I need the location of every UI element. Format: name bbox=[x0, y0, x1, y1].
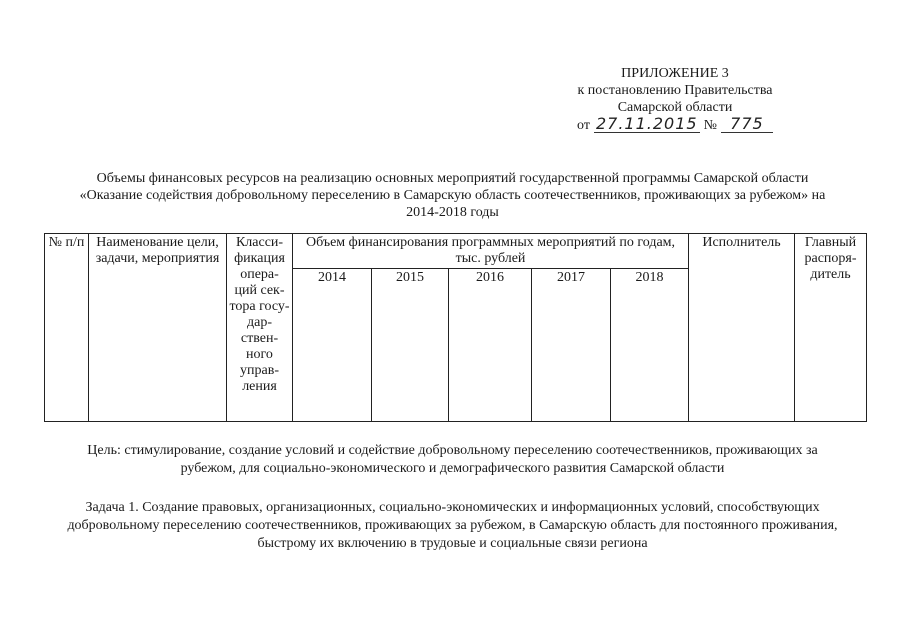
header-volume: Объем финансирования программных мероприятий по годам, тыс. рублей bbox=[293, 234, 689, 269]
header-number: № п/п bbox=[45, 234, 89, 422]
number-label: № bbox=[703, 118, 717, 133]
from-label: от bbox=[577, 118, 590, 133]
appendix-header bbox=[560, 65, 790, 134]
appendix-label: ПРИЛОЖЕНИЕ 3 bbox=[621, 66, 729, 81]
handwritten-date: 27.11.2015 bbox=[595, 114, 698, 133]
region-line: Самарской области bbox=[617, 100, 733, 115]
goal-text: Цель: стимулирование, создание условий и содействие добровольному переселению соотечественников, проживающих за рубежом, для социально-экономического и демографического развития Самарской области bbox=[87, 443, 818, 476]
header-manager: Главный распоря-дитель bbox=[795, 234, 867, 422]
header-year: 2017 bbox=[532, 269, 611, 422]
header-executor: Исполнитель bbox=[689, 234, 795, 422]
task-text: Задача 1. Создание правовых, организационных, социально-экономических и информационных условий, способствующих добровольному переселению соотечественников, проживающих за рубежом, в Самарскую область для постоянного проживания, быстрому их включению в трудовые и социальные связи региона bbox=[67, 500, 838, 551]
header-year: 2014 bbox=[293, 269, 372, 422]
header-name: Наименование цели, задачи, мероприятия bbox=[89, 234, 227, 422]
handwritten-number: 775 bbox=[721, 116, 773, 133]
financing-table bbox=[44, 233, 867, 422]
document-title: Объемы финансовых ресурсов на реализацию основных мероприятий государственной программы Самарской области «Оказание содействия добровольному переселению в Самарскую область соотечественников, проживающих за рубежом» на 2014-2018 годы bbox=[79, 171, 826, 220]
decree-line: к постановлению Правительства bbox=[577, 83, 773, 98]
header-year: 2015 bbox=[372, 269, 449, 422]
header-year: 2016 bbox=[449, 269, 532, 422]
header-year: 2018 bbox=[611, 269, 689, 422]
date-number-line bbox=[560, 116, 790, 134]
header-classification: Класси-фикация опера-ций сек-тора госу-дар-ствен-ного управ-ления bbox=[227, 234, 293, 422]
